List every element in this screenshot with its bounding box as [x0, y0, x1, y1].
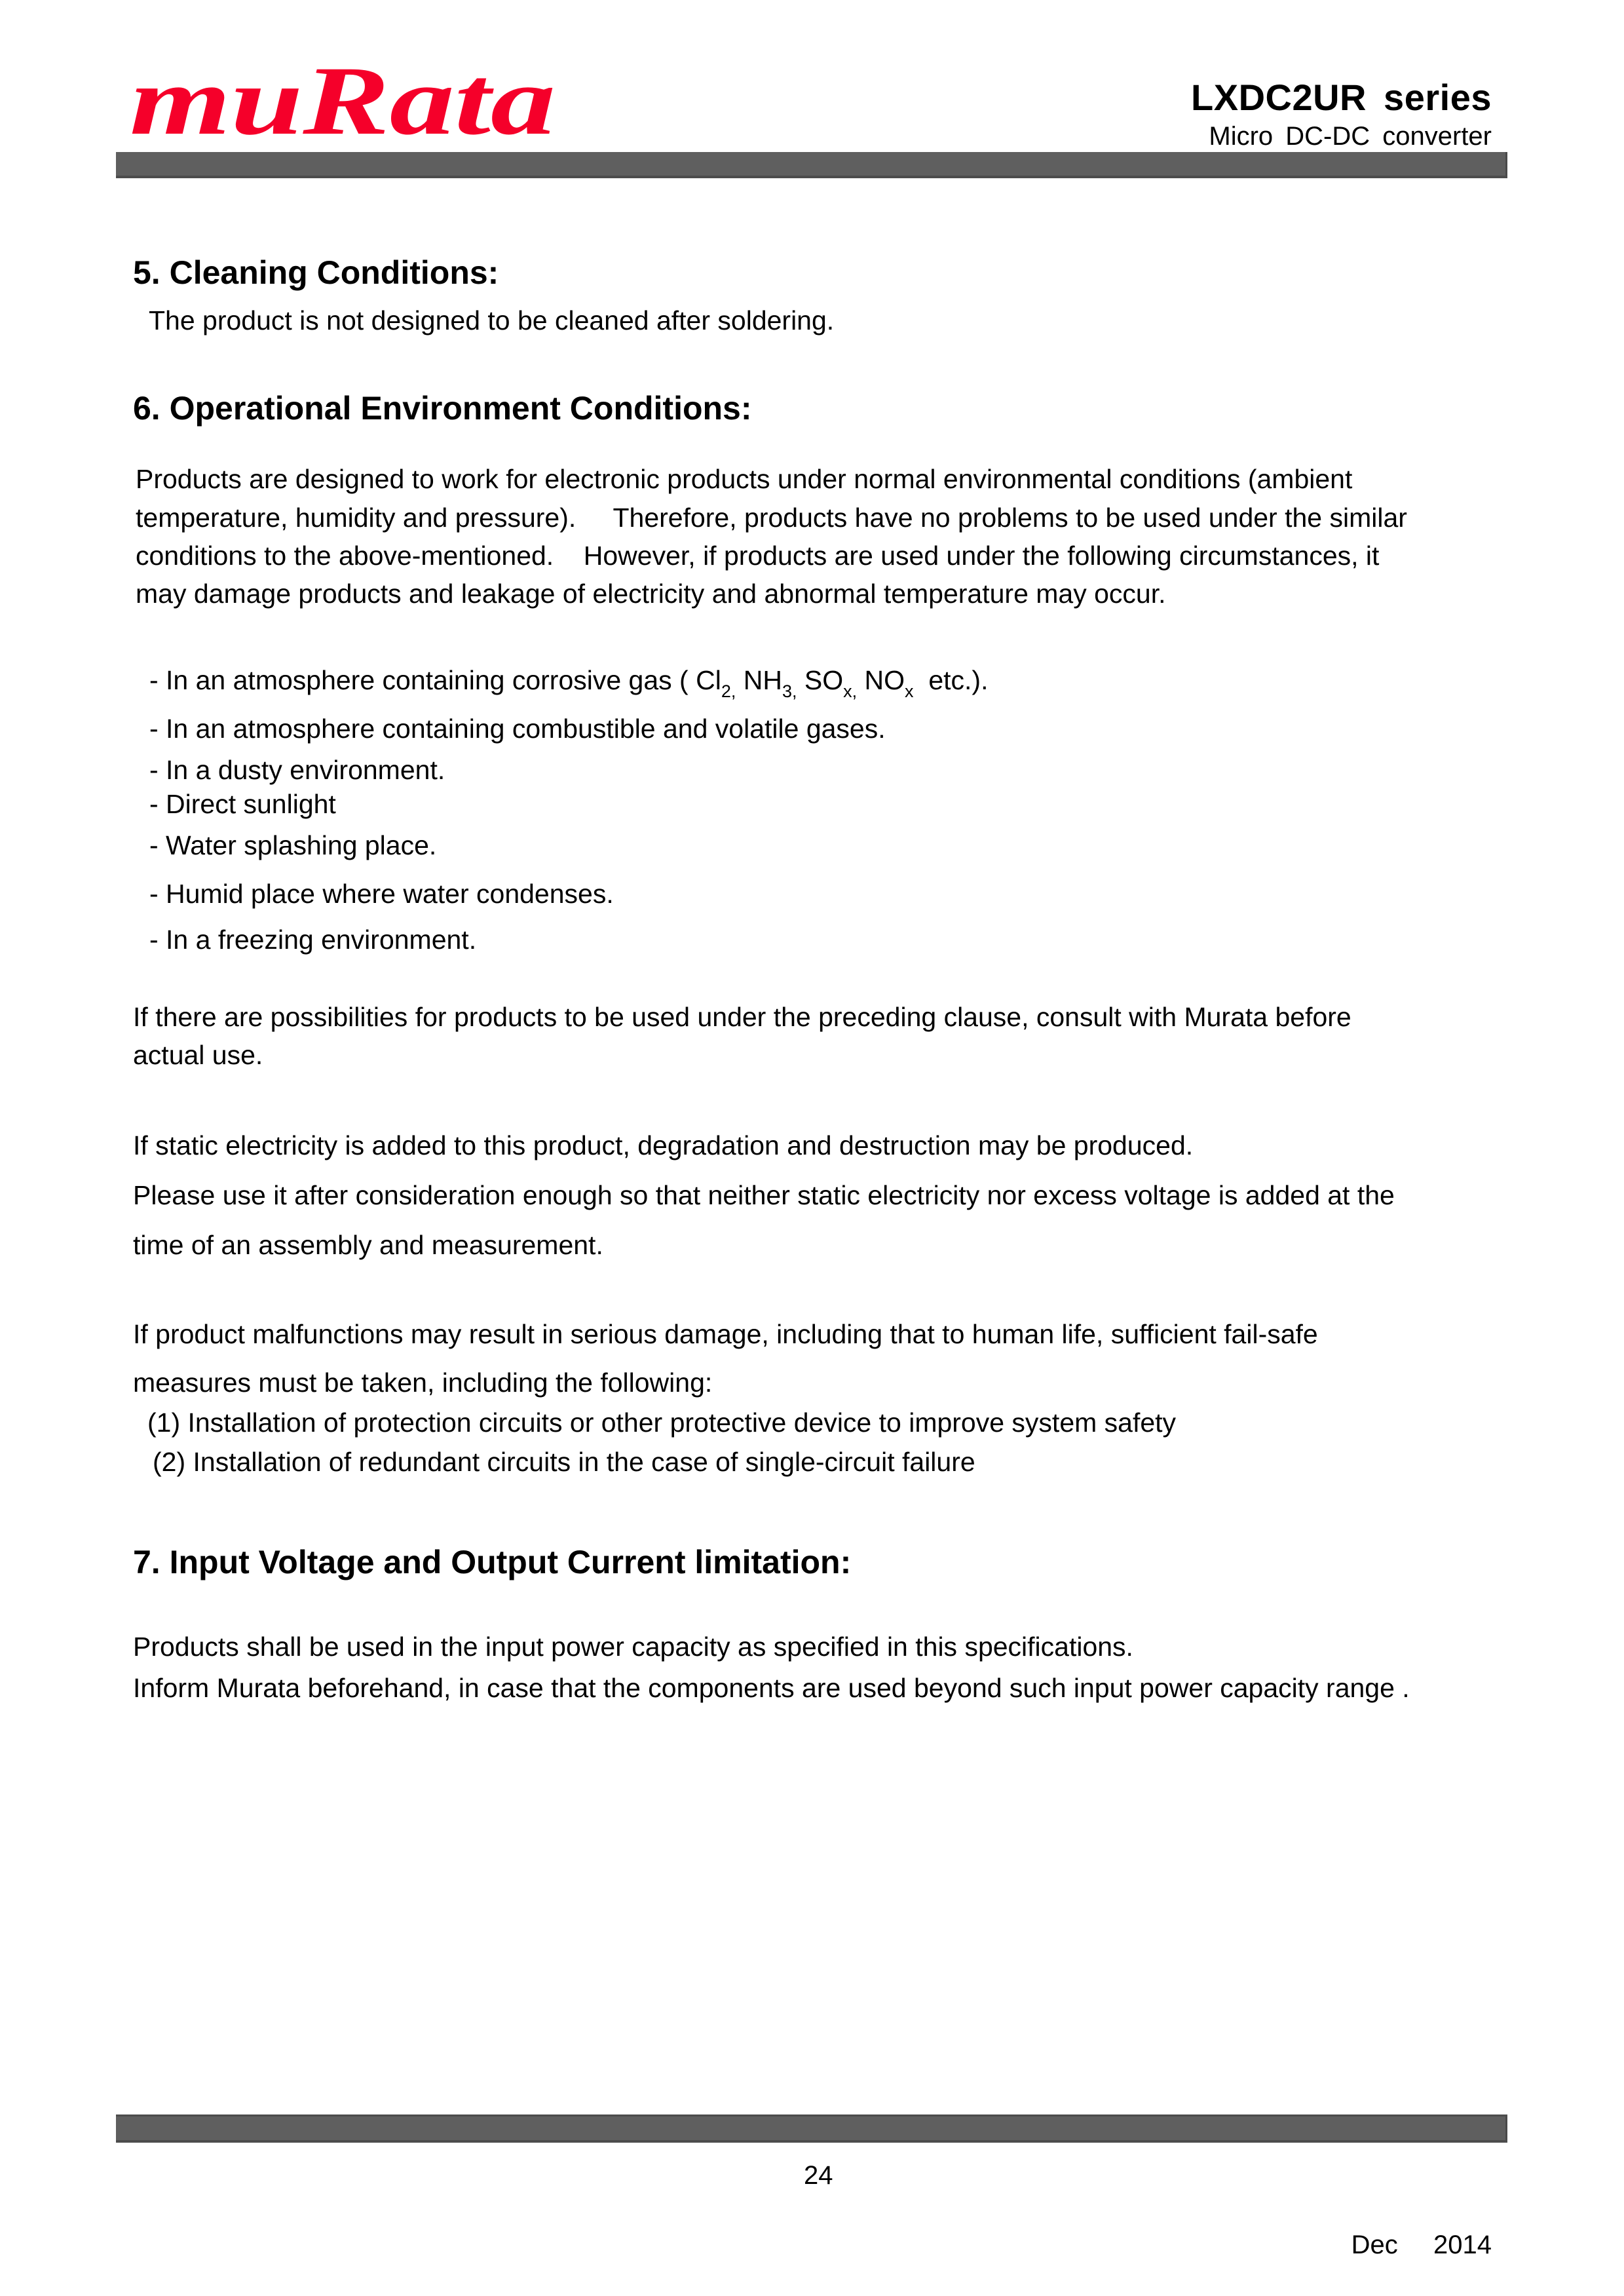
- section-6-intro-line-2: temperature, humidity and pressure). Therefore, products have no problems to be used under the similar: [136, 503, 1407, 533]
- static-line-2: Please use it after consideration enough so that neither static electricity nor excess voltage is added at the: [133, 1180, 1395, 1210]
- gas-prefix: - In an atmosphere containing corrosive gas (: [149, 665, 696, 695]
- murata-logo: [130, 34, 562, 139]
- consult-line-1: If there are possibilities for products to be used under the preceding clause, consult with Murata before: [133, 1002, 1351, 1032]
- page-number: 24: [804, 2161, 833, 2190]
- bullet-dusty: - In a dusty environment.: [149, 755, 445, 785]
- gas-cl: Cl: [696, 665, 721, 695]
- bullet-sunlight: - Direct sunlight: [149, 789, 336, 819]
- bullet-combustible-gases: - In an atmosphere containing combustible and volatile gases.: [149, 714, 886, 744]
- section-6-intro-line-3: conditions to the above-mentioned. However, if products are used under the following circumstances, it: [136, 541, 1380, 571]
- svg-text:muRata: muRata: [130, 47, 556, 139]
- consult-line-2: actual use.: [133, 1040, 263, 1070]
- section-7-line-2: Inform Murata beforehand, in case that the components are used beyond such input power capacity range .: [133, 1673, 1410, 1703]
- gas-nh: NH: [736, 665, 782, 695]
- header-bar: [116, 152, 1507, 178]
- bullet-freezing: - In a freezing environment.: [149, 925, 477, 955]
- measure-1: (1) Installation of protection circuits or other protective device to improve system safety: [147, 1407, 1177, 1438]
- footer-date: Dec 2014: [1351, 2230, 1492, 2259]
- bullet-corrosive-gas: [149, 665, 989, 701]
- footer-bar: [116, 2114, 1507, 2143]
- bullet-humid: - Humid place where water condenses.: [149, 879, 614, 909]
- gas-nh-subscript: 3,: [782, 681, 797, 701]
- measure-2: (2) Installation of redundant circuits in the case of single-circuit failure: [153, 1447, 975, 1477]
- static-line-1: If static electricity is added to this product, degradation and destruction may be produced.: [133, 1130, 1194, 1160]
- gas-suffix: etc.).: [913, 665, 989, 695]
- failsafe-line-2: measures must be taken, including the following:: [133, 1368, 713, 1398]
- failsafe-line-1: If product malfunctions may result in serious damage, including that to human life, sufficient fail-safe: [133, 1319, 1318, 1349]
- bullet-water-splashing: - Water splashing place.: [149, 830, 437, 860]
- section-7-line-1: Products shall be used in the input power capacity as specified in this specifications.: [133, 1632, 1133, 1662]
- gas-no-subscript: x: [905, 681, 914, 701]
- section-6-intro-line-1: Products are designed to work for electronic products under normal environmental conditions (ambient: [136, 464, 1353, 494]
- static-line-3: time of an assembly and measurement.: [133, 1230, 603, 1260]
- series-title: LXDC2UR series: [1191, 77, 1492, 118]
- gas-so-subscript: x,: [843, 681, 858, 701]
- gas-cl-subscript: 2,: [721, 681, 736, 701]
- gas-so: SO: [797, 665, 844, 695]
- gas-no: NO: [857, 665, 905, 695]
- series-subtitle: Micro DC-DC converter: [1209, 122, 1492, 151]
- section-5-text: The product is not designed to be cleaned after soldering.: [149, 305, 835, 335]
- section-6-intro-line-4: may damage products and leakage of electricity and abnormal temperature may occur.: [136, 579, 1166, 609]
- section-7-heading: 7. Input Voltage and Output Current limitation:: [133, 1544, 852, 1580]
- section-5-heading: 5. Cleaning Conditions:: [133, 254, 499, 291]
- section-6-heading: 6. Operational Environment Conditions:: [133, 390, 752, 427]
